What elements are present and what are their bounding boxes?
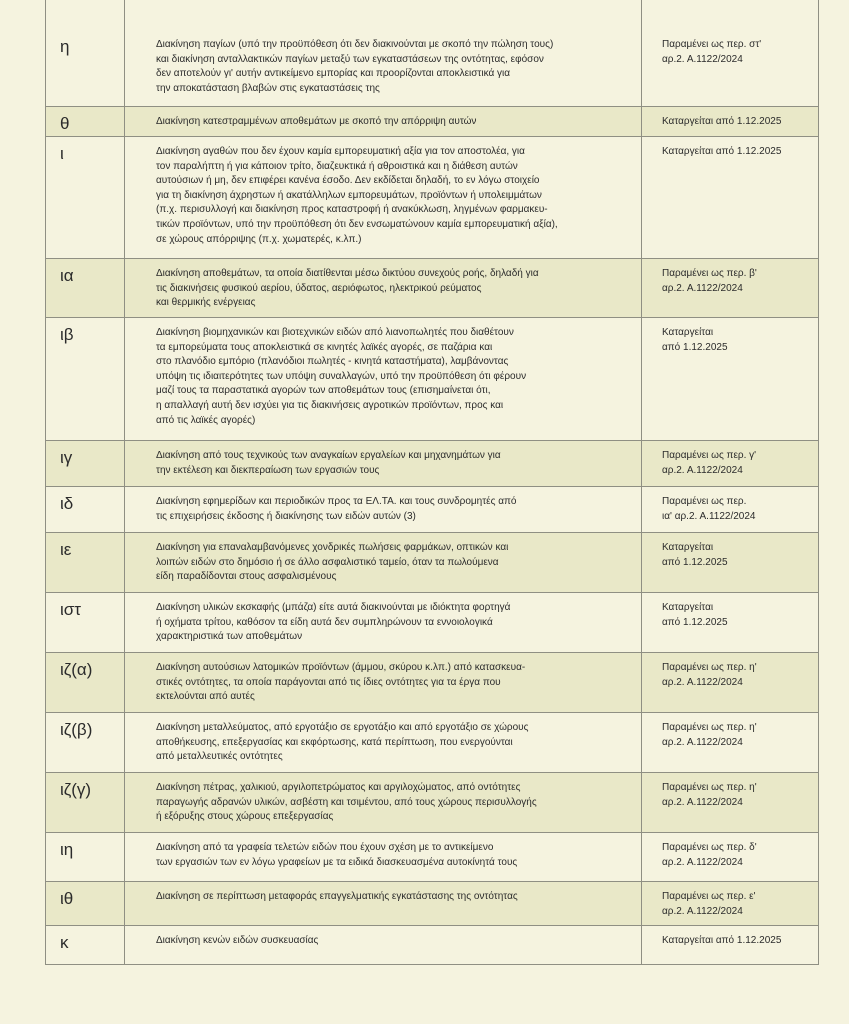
row-description: Διακίνηση παγίων (υπό την προϋπόθεση ότι δεν διακινούνται με σκοπό την πώληση τους) και διακίνηση ανταλλακτικών παγίων μεταξύ των εγκαταστάσεων της οντότητας, εφόσον δεν αποτελούν γι' αυτήν αντικείμενο εμπορίας και προορίζονται αποκλειστικά για την αποκατάσταση βλαβών στις εγκαταστάσεις της: [125, 30, 642, 106]
row-code: κ: [46, 926, 125, 964]
table-row: [46, 593, 818, 653]
row-description: Διακίνηση αποθεμάτων, τα οποία διατίθενται μέσω δικτύου συνεχούς ροής, δηλαδή για τις διακινήσεις φυσικού αερίου, ύδατος, αεριόφωτος, ηλεκτρικού ρεύματος και θερμικής ενέργειας: [125, 259, 642, 317]
row-code: ιβ: [46, 318, 125, 440]
row-status: Καταργείται από 1.12.2025: [662, 327, 728, 353]
row-code: ιδ: [46, 487, 125, 532]
row-description: Διακίνηση μεταλλεύματος, από εργοτάξιο σε εργοτάξιο και από εργοτάξιο σε χώρους αποθήκευσης, επεξεργασίας και εκφόρτωσης, κατά περίπτωση, που ενεργούνται από μεταλλευτικές οντότητες: [125, 713, 642, 772]
row-description: Διακίνηση από τα γραφεία τελετών ειδών που έχουν σχέση με το αντικείμενο των εργασιών των εν λόγω γραφείων με τα ειδικά διασκευασμένα αυτοκίνητά τους: [125, 833, 642, 881]
row-status: Παραμένει ως περ. γ' αρ.2. Α.1122/2024: [662, 450, 757, 476]
row-code: ιγ: [46, 441, 125, 486]
table-row: [46, 259, 818, 318]
row-status: Παραμένει ως περ. δ' αρ.2. Α.1122/2024: [662, 842, 757, 868]
row-code: ιζ(γ): [46, 773, 125, 832]
row-description: Διακίνηση αυτούσιων λατομικών προϊόντων (άμμου, σκύρου κ.λπ.) από κατασκευα- στικές οντότητες, τα οποία παράγονται από τις ίδιες οντότητες για τα έργα που εκτελούνται από αυτές: [125, 653, 642, 712]
row-status: Παραμένει ως περ. ε' αρ.2. Α.1122/2024: [662, 891, 756, 917]
row-description: Διακίνηση βιομηχανικών και βιοτεχνικών ειδών από λιανοπωλητές που διαθέτουν τα εμπορεύματα τους αποκλειστικά σε κινητές λαϊκές αγορές, σε παζάρια και στο πλανόδιο εμπόριο (πλανόδιοι πωλητές - κινητά καταστήματα), λαμβάνοντας υπόψη τις ιδιαιτερότητες των υπόψη συναλλαγών, υπό την προϋπόθεση ότι φέρουν μαζί τους τα παραστατικά αγορών των αποθεμάτων τους (επισημαίνεται ότι, η απαλλαγή αυτή δεν ισχύει για τις διακινήσεις αγροτικών προϊόντων, προς και από τις λαϊκές αγορές): [125, 318, 642, 440]
row-code: ιε: [46, 533, 125, 592]
row-status: Παραμένει ως περ. η' αρ.2. Α.1122/2024: [662, 662, 757, 688]
table-row: [46, 533, 818, 593]
row-code: θ: [46, 107, 125, 136]
row-description: Διακίνηση σε περίπτωση μεταφοράς επαγγελματικής εγκατάστασης της οντότητας: [125, 882, 642, 925]
table-row: [46, 107, 818, 137]
row-description: Διακίνηση από τους τεχνικούς των αναγκαίων εργαλείων και μηχανημάτων για την εκτέλεση και διεκπεραίωση των εργασιών τους: [125, 441, 642, 486]
table-row: [46, 882, 818, 926]
table-row: [46, 926, 818, 965]
row-code: ιη: [46, 833, 125, 881]
table-row: [46, 833, 818, 882]
row-status: Καταργείται από 1.12.2025: [662, 542, 728, 568]
row-status: Καταργείται από 1.12.2025: [662, 146, 782, 157]
row-description: Διακίνηση εφημερίδων και περιοδικών προς τα ΕΛ.ΤΑ. και τους συνδρομητές από τις επιχειρήσεις έκδοσης ή διακίνησης των ειδών αυτών (3): [125, 487, 642, 532]
row-description: Διακίνηση κατεστραμμένων αποθεμάτων με σκοπό την απόρριψη αυτών: [125, 107, 642, 136]
row-status: Καταργείται από 1.12.2025: [662, 602, 728, 628]
row-code: ι: [46, 137, 125, 258]
row-code: ιθ: [46, 882, 125, 925]
table-row: [46, 487, 818, 533]
row-code: ιζ(β): [46, 713, 125, 772]
table-row: [46, 713, 818, 773]
row-description: Διακίνηση για επαναλαμβανόμενες χονδρικές πωλήσεις φαρμάκων, οπτικών και λοιπών ειδών στο δημόσιο ή σε άλλο ασφαλιστικό ταμείο, όταν τα πωλούμενα είδη παραδίδονται στους ασφαλισμένους: [125, 533, 642, 592]
table-row: [46, 773, 818, 833]
table-row: [46, 653, 818, 713]
row-description: Διακίνηση αγαθών που δεν έχουν καμία εμπορευματική αξία για τον αποστολέα, για τον παραλήπτη ή για κάποιον τρίτο, διαζευκτικά ή αθροιστικά και η διάθεση αυτών αυτούσιων ή μη, δεν επιφέρει κανένα έσοδο. Δεν εκδίδεται δηλαδή, το εν λόγω στοιχείο για τη διακίνηση άχρηστων ή ακατάλληλων εμπορευμάτων, προϊόντων ή υπολειμμάτων (π.χ. περισυλλογή και διακίνηση προς καταστροφή ή ανακύκλωση, ληγμένων φαρμακευ- τικών προϊόντων, υπό την προϋπόθεση ότι δεν ενσωματώνουν καμία εμπορευματική αξία), σε χώρους απόρριψης (π.χ. χωματερές, κ.λπ.): [125, 137, 642, 258]
row-description: Διακίνηση κενών ειδών συσκευασίας: [125, 926, 642, 964]
row-code: η: [46, 30, 125, 106]
row-code: ιζ(α): [46, 653, 125, 712]
row-status: Παραμένει ως περ. στ' αρ.2. Α.1122/2024: [662, 39, 762, 65]
table-row: [46, 318, 818, 441]
table-row: [46, 30, 818, 107]
table-row: [46, 441, 818, 487]
row-code: ια: [46, 259, 125, 317]
row-status: Καταργείται από 1.12.2025: [662, 935, 782, 946]
table-top-spacer: [46, 0, 818, 30]
row-status: Παραμένει ως περ. ια' αρ.2. Α.1122/2024: [662, 496, 756, 522]
exemptions-table: [45, 0, 819, 965]
row-description: Διακίνηση υλικών εκσκαφής (μπάζα) είτε αυτά διακινούνται με ιδιόκτητα φορτηγά ή οχήματα τρίτου, καθόσον τα είδη αυτά δεν συμπληρώνουν τα εννοιολογικά χαρακτηριστικά των αποθεμάτων: [125, 593, 642, 652]
row-status: Καταργείται από 1.12.2025: [662, 116, 782, 127]
row-status: Παραμένει ως περ. η' αρ.2. Α.1122/2024: [662, 722, 757, 748]
table-row: [46, 137, 818, 259]
row-description: Διακίνηση πέτρας, χαλικιού, αργιλοπετρώματος και αργιλοχώματος, από οντότητες παραγωγής αδρανών υλικών, ασβέστη και τσιμέντου, από τους χώρους περισυλλογής ή εξόρυξης στους χώρους επεξεργασίας: [125, 773, 642, 832]
row-status: Παραμένει ως περ. β' αρ.2. Α.1122/2024: [662, 268, 757, 294]
row-code: ιστ: [46, 593, 125, 652]
row-status: Παραμένει ως περ. η' αρ.2. Α.1122/2024: [662, 782, 757, 808]
